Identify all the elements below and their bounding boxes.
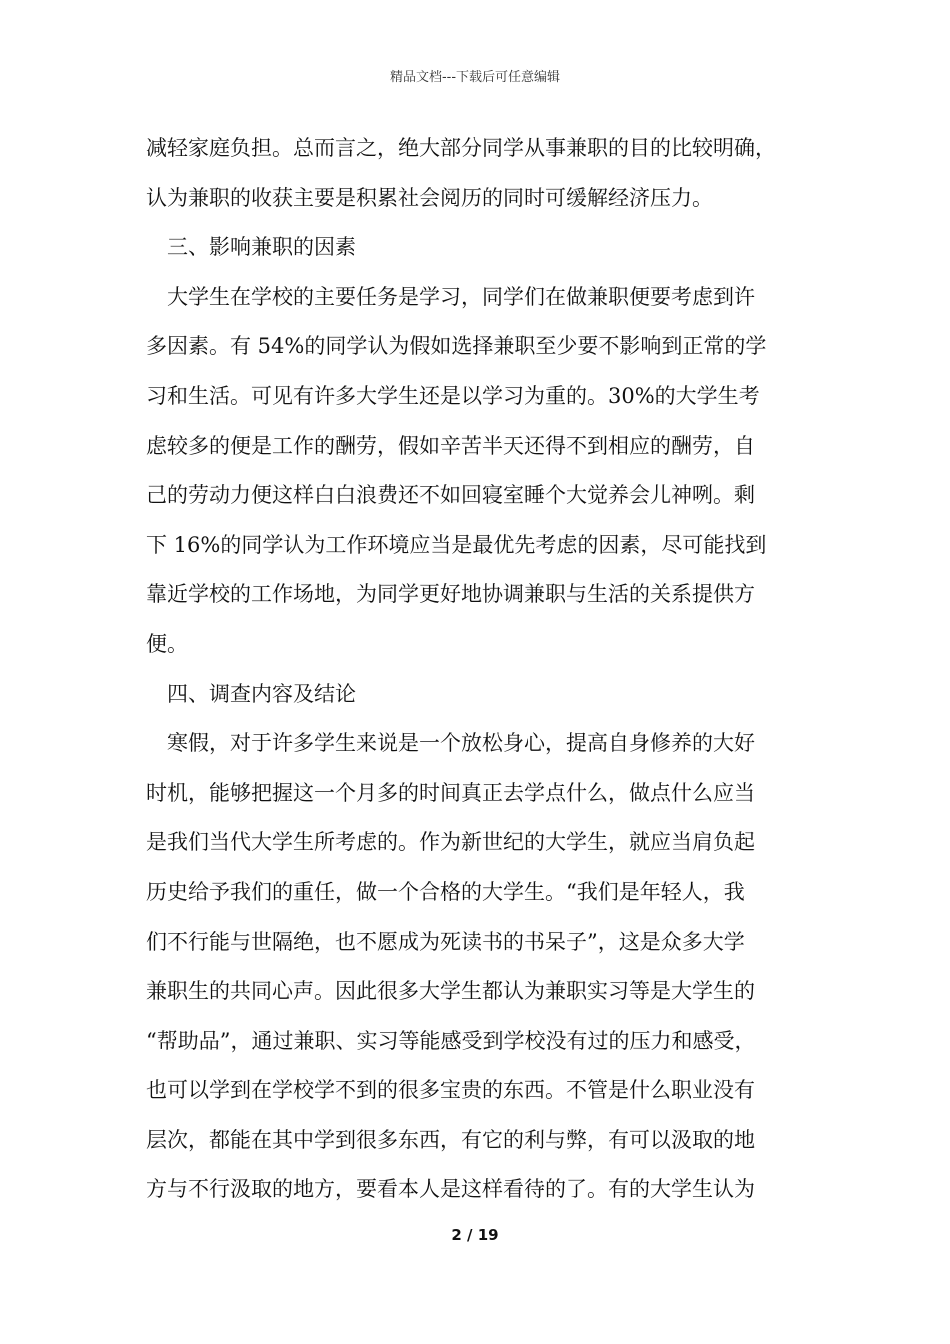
paragraph-line: 习和生活。可见有许多大学生还是以学习为重的。30%的大学生考 — [146, 383, 760, 408]
paragraph-line: 是我们当代大学生所考虑的。作为新世纪的大学生，就应当肩负起 — [146, 830, 755, 855]
paragraph-line: 下 16%的同学认为工作环境应当是最优先考虑的因素，尽可能找到 — [146, 532, 767, 557]
page-number: 2 / 19 — [451, 1226, 499, 1244]
paragraph-line: 时机，能够把握这一个月多的时间真正去学点什么，做点什么应当 — [146, 780, 755, 805]
page-header: 精品文档---下载后可任意编辑 — [389, 70, 561, 85]
paragraph-line: 兼职生的共同心声。因此很多大学生都认为兼职实习等是大学生的 — [146, 979, 755, 1004]
paragraph-line: 靠近学校的工作场地，为同学更好地协调兼职与生活的关系提供方 — [146, 582, 755, 607]
paragraph-line: 虑较多的便是工作的酬劳，假如辛苦半天还得不到相应的酬劳，自 — [146, 433, 755, 458]
paragraph-line: “帮助品”，通过兼职、实习等能感受到学校没有过的压力和感受， — [146, 1028, 756, 1053]
paragraph-line: 寒假，对于许多学生来说是一个放松身心，提高自身修养的大好 — [167, 731, 755, 756]
paragraph-line: 己的劳动力便这样白白浪费还不如回寝室睡个大觉养会儿神咧。剩 — [146, 483, 755, 508]
paragraph-line: 方与不行汲取的地方，要看本人是这样看待的了。有的大学生认为 — [146, 1177, 755, 1202]
paragraph-line: 也可以学到在学校学不到的很多宝贵的东西。不管是什么职业没有 — [146, 1078, 755, 1103]
paragraph-line: 们不行能与世隔绝，也不愿成为死读书的书呆子”，这是众多大学 — [146, 929, 745, 954]
paragraph-line: 历史给予我们的重任，做一个合格的大学生。“我们是年轻人，我 — [146, 879, 745, 904]
paragraph-line: 便。 — [146, 631, 188, 656]
paragraph-line: 层次，都能在其中学到很多东西，有它的利与弊，有可以汲取的地 — [146, 1127, 755, 1152]
document-body — [146, 124, 818, 1215]
paragraph-line: 减轻家庭负担。总而言之，绝大部分同学从事兼职的目的比较明确， — [146, 136, 776, 160]
paragraph-line: 大学生在学校的主要任务是学习，同学们在做兼职便要考虑到许 — [167, 284, 755, 309]
paragraph-line: 多因素。有 54%的同学认为假如选择兼职至少要不影响到正常的学 — [146, 334, 767, 359]
section-heading: 三、影响兼职的因素 — [167, 235, 356, 260]
section-heading: 四、调查内容及结论 — [167, 681, 356, 706]
paragraph-line: 认为兼职的收获主要是积累社会阅历的同时可缓解经济压力。 — [146, 185, 713, 210]
